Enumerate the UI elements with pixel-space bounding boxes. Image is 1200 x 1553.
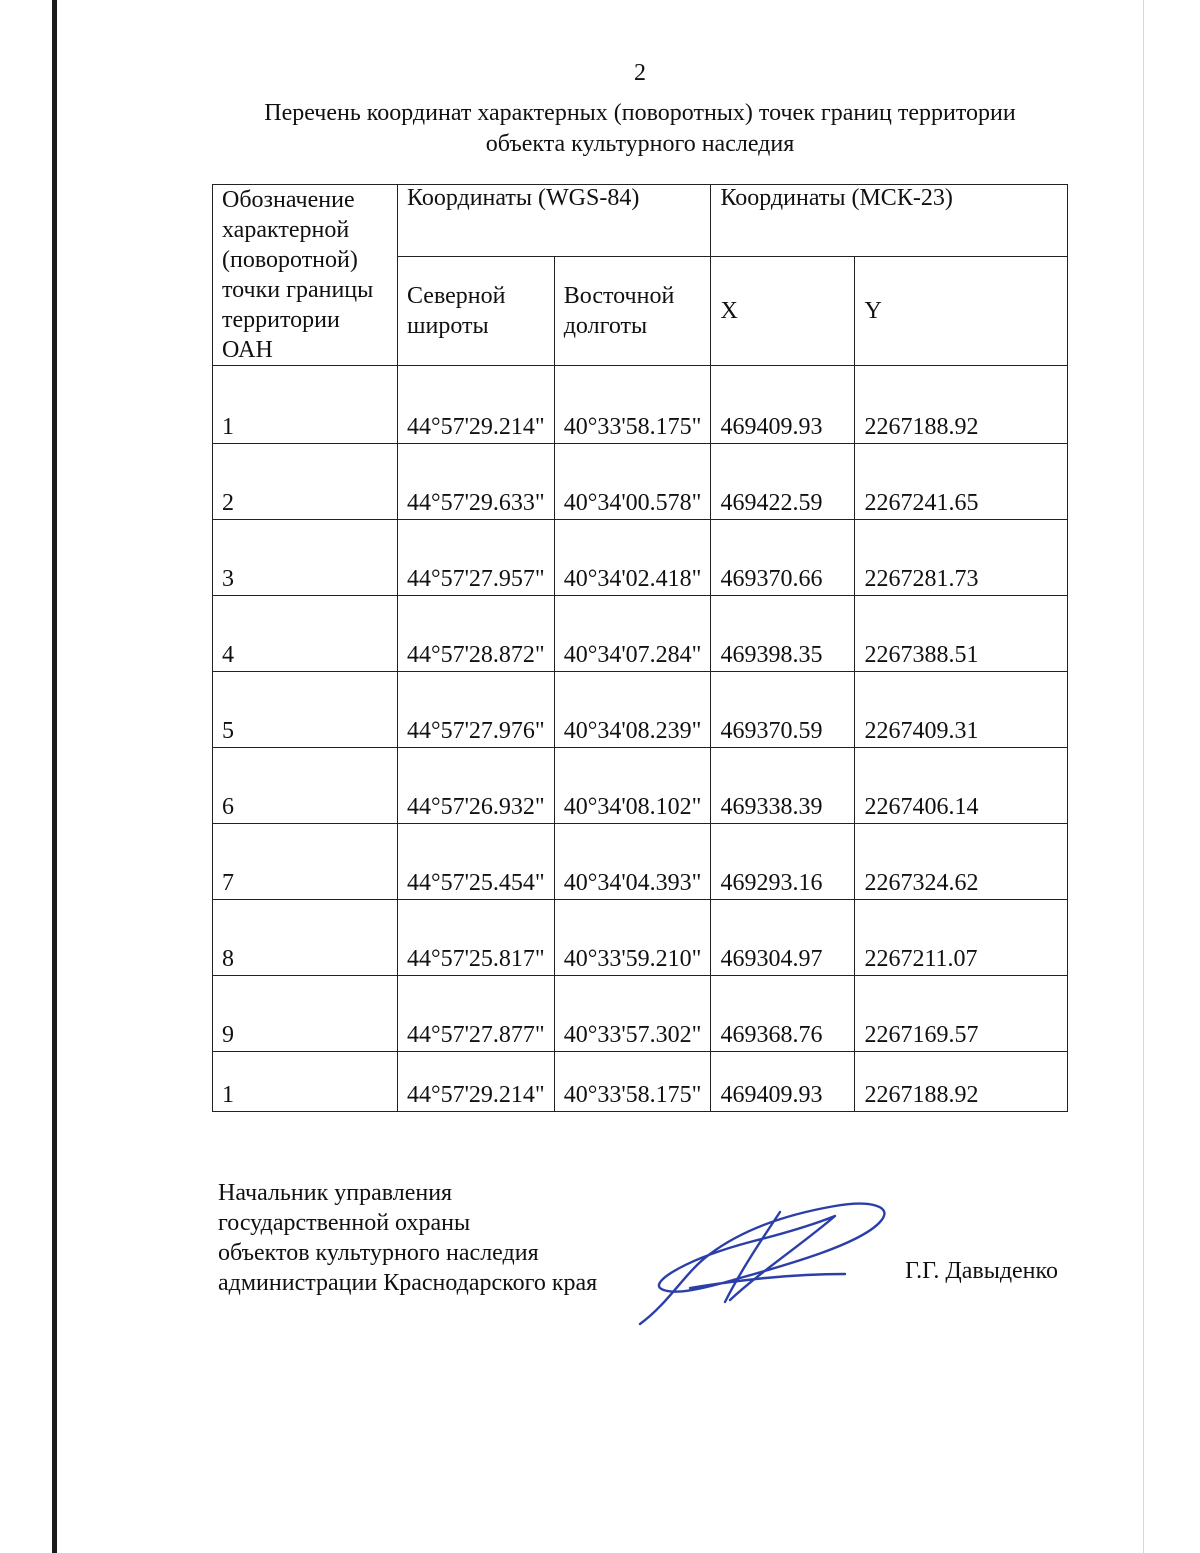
signatory-position-line: администрации Краснодарского края — [218, 1270, 598, 1296]
table-row — [213, 444, 1068, 520]
handwritten-signature — [630, 1192, 910, 1332]
cell-latitude: 44°57'29.214" — [398, 1052, 555, 1112]
header-longitude: Восточной долготы — [554, 256, 711, 365]
table-row — [213, 672, 1068, 748]
document-title-line-2: объекта культурного наследия — [485, 131, 795, 157]
signatory-position-line: объектов культурного наследия — [218, 1240, 539, 1266]
cell-point: 1 — [213, 366, 398, 444]
cell-y: 2267406.14 — [855, 748, 1068, 824]
cell-latitude: 44°57'26.932" — [398, 748, 555, 824]
scan-right-edge — [1143, 0, 1144, 1553]
cell-y: 2267169.57 — [855, 976, 1068, 1052]
table-row — [213, 520, 1068, 596]
signatory-position — [218, 1178, 597, 1298]
document-title-line-1: Перечень координат характерных (поворотных) точек границ территории — [264, 100, 1016, 126]
signatory-position-line: государственной охраны — [218, 1210, 471, 1236]
cell-latitude: 44°57'25.454" — [398, 824, 555, 900]
cell-y: 2267188.92 — [855, 1052, 1068, 1112]
signatory-position-line: Начальник управления — [218, 1180, 453, 1206]
header-msk23: Координаты (МСК-23) — [711, 185, 1068, 257]
cell-x: 469422.59 — [711, 444, 855, 520]
cell-point: 4 — [213, 596, 398, 672]
cell-longitude: 40°33'58.175" — [554, 1052, 711, 1112]
cell-longitude: 40°33'57.302" — [554, 976, 711, 1052]
cell-latitude: 44°57'27.976" — [398, 672, 555, 748]
cell-x: 469370.66 — [711, 520, 855, 596]
cell-x: 469398.35 — [711, 596, 855, 672]
cell-latitude: 44°57'29.633" — [398, 444, 555, 520]
cell-y: 2267241.65 — [855, 444, 1068, 520]
cell-latitude: 44°57'27.957" — [398, 520, 555, 596]
cell-point: 7 — [213, 824, 398, 900]
table-row — [213, 1052, 1068, 1112]
cell-longitude: 40°34'02.418" — [554, 520, 711, 596]
cell-y: 2267409.31 — [855, 672, 1068, 748]
signatory-name: Г.Г. Давыденко — [905, 1258, 1058, 1284]
cell-x: 469304.97 — [711, 900, 855, 976]
cell-point: 1 — [213, 1052, 398, 1112]
cell-y: 2267211.07 — [855, 900, 1068, 976]
header-y: Y — [855, 256, 1068, 365]
cell-latitude: 44°57'27.877" — [398, 976, 555, 1052]
cell-latitude: 44°57'29.214" — [398, 366, 555, 444]
cell-x: 469370.59 — [711, 672, 855, 748]
cell-longitude: 40°34'08.102" — [554, 748, 711, 824]
table-row — [213, 748, 1068, 824]
cell-y: 2267388.51 — [855, 596, 1068, 672]
header-x: X — [711, 256, 855, 365]
cell-x: 469409.93 — [711, 366, 855, 444]
header-latitude: Северной широты — [398, 256, 555, 365]
scan-left-edge — [52, 0, 57, 1553]
cell-point: 8 — [213, 900, 398, 976]
signature-stroke — [640, 1204, 884, 1324]
cell-point: 2 — [213, 444, 398, 520]
table-row — [213, 976, 1068, 1052]
table-row — [213, 596, 1068, 672]
table-row — [213, 366, 1068, 444]
cell-latitude: 44°57'25.817" — [398, 900, 555, 976]
cell-longitude: 40°34'07.284" — [554, 596, 711, 672]
cell-longitude: 40°33'59.210" — [554, 900, 711, 976]
cell-longitude: 40°34'00.578" — [554, 444, 711, 520]
cell-x: 469293.16 — [711, 824, 855, 900]
table-row — [213, 824, 1068, 900]
header-point-designation: Обозначение характерной (поворотной) точки границы территории ОАН — [213, 185, 398, 366]
cell-y: 2267324.62 — [855, 824, 1068, 900]
header-wgs84: Координаты (WGS-84) — [398, 185, 711, 257]
cell-point: 6 — [213, 748, 398, 824]
coordinates-table — [212, 184, 1068, 1112]
cell-x: 469409.93 — [711, 1052, 855, 1112]
page-number: 2 — [634, 60, 646, 86]
cell-longitude: 40°34'04.393" — [554, 824, 711, 900]
cell-y: 2267281.73 — [855, 520, 1068, 596]
cell-x: 469338.39 — [711, 748, 855, 824]
cell-point: 3 — [213, 520, 398, 596]
document-title — [200, 98, 1080, 160]
cell-longitude: 40°33'58.175" — [554, 366, 711, 444]
cell-latitude: 44°57'28.872" — [398, 596, 555, 672]
cell-point: 9 — [213, 976, 398, 1052]
table-row — [213, 900, 1068, 976]
cell-longitude: 40°34'08.239" — [554, 672, 711, 748]
cell-y: 2267188.92 — [855, 366, 1068, 444]
cell-point: 5 — [213, 672, 398, 748]
cell-x: 469368.76 — [711, 976, 855, 1052]
